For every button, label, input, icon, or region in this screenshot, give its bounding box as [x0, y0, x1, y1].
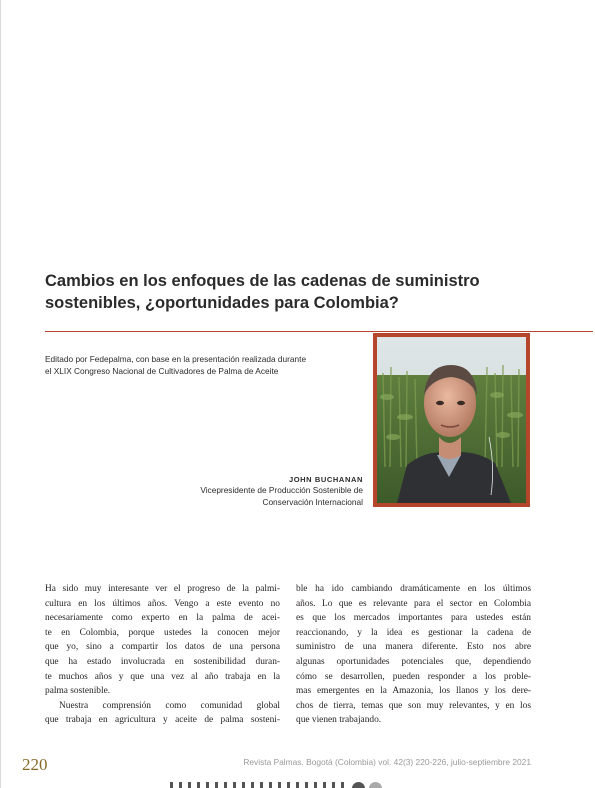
- body-line: que vienen trabajando.: [296, 715, 382, 726]
- body-line: reaccionando, y la idea es gestionar la cadena de: [296, 627, 531, 638]
- body-line: años. Lo que es relevante para el sector en Colombia: [296, 598, 531, 609]
- body-line: cultura en los últimos años. Vengo a este evento no: [45, 598, 280, 609]
- author-photo-frame: [373, 333, 530, 507]
- author-role-line: Conservación Internacional: [262, 496, 363, 507]
- body-line: palma sostenible.: [45, 686, 111, 697]
- body-line: ble ha ido cambiando dramáticamente en los últimos: [296, 584, 531, 594]
- viewer-toolbar-strip: [170, 782, 400, 788]
- article-title: [45, 270, 480, 314]
- body-line: chos de tierra, temas que son muy relevantes, y en los: [296, 700, 531, 711]
- body-line: Ha sido muy interesante ver el progreso de la palmi-: [45, 584, 280, 594]
- body-line: que ha estado involucrada en sostenibilidad duran-: [45, 656, 280, 667]
- body-column-left: [45, 582, 280, 728]
- author-name: JOHN BUCHANAN: [288, 475, 363, 484]
- toolbar-dots: [170, 782, 345, 788]
- body-line: mas emergentes en la Amazonia, los llanos y los dere-: [296, 686, 531, 697]
- title-line: Cambios en los enfoques de las cadenas de suministro: [45, 272, 480, 290]
- author-block: [200, 474, 363, 508]
- body-line: te en Colombia, porque ustedes la conocen mejor: [45, 627, 280, 638]
- body-column-right: [296, 582, 531, 728]
- body-line: que trabaja en agricultura y aceite de palma sosteni-: [45, 715, 280, 726]
- toolbar-circle-icon[interactable]: [369, 782, 382, 788]
- body-line: Nuestra comprensión como comunidad global: [59, 700, 280, 711]
- body-line: suministro de una manera diferente. Esto nos abre: [296, 642, 531, 653]
- page-number: 220: [22, 755, 48, 774]
- title-line: sostenibles, ¿oportunidades para Colombia?: [45, 294, 399, 312]
- body-line: es que los mercados importantes para ustedes están: [296, 613, 531, 624]
- editorial-note: [45, 353, 345, 377]
- body-line: cómo se desarrollen, pueden responder a los proble-: [296, 671, 531, 682]
- editorial-note-line: Editado por Fedepalma, con base en la presentación realizada durante: [45, 354, 307, 364]
- body-line: te muchos años y que una vez al año trabaja en la: [45, 671, 280, 682]
- editorial-note-line: el XLIX Congreso Nacional de Cultivadores de Palma de Aceite: [45, 366, 279, 376]
- body-line: necesariamente como experto en la palma de acei-: [45, 613, 280, 624]
- page-edge: [0, 0, 1, 788]
- toolbar-circle-icon[interactable]: [352, 782, 365, 788]
- journal-citation: Revista Palmas. Bogotá (Colombia) vol. 42(3) 220-226, julio-septiembre 2021: [243, 757, 531, 767]
- body-line: que yo, sino a compartir los datos de una persona: [45, 642, 280, 653]
- author-role-line: Vicepresidente de Producción Sostenible de: [200, 485, 363, 495]
- author-photo: [377, 337, 526, 503]
- body-line: algunas oportunidades potenciales que, dependiendo: [296, 656, 531, 667]
- title-rule: [45, 331, 593, 332]
